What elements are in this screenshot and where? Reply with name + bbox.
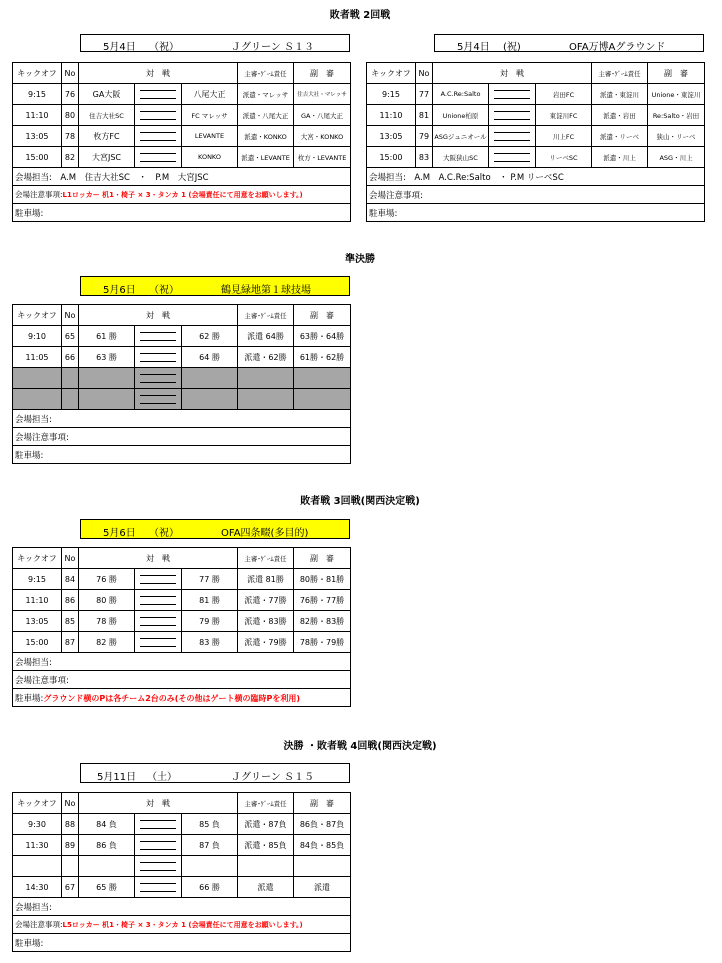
kickoff-time: 13:05 — [13, 611, 62, 632]
versus-mark — [135, 326, 182, 347]
header-kickoff: キックオフ — [367, 63, 416, 84]
empty-row — [13, 856, 351, 877]
parking: 駐車場: — [13, 934, 351, 952]
date-box — [80, 276, 350, 296]
versus-mark — [489, 105, 536, 126]
chief-referee: 派遣・83勝 — [238, 611, 294, 632]
versus-mark — [135, 389, 182, 410]
venue-notes — [13, 186, 351, 204]
assistant-referee: 76勝・77勝 — [294, 590, 351, 611]
header-chief: 主審･ｹﾞｰﾑ責任 — [238, 793, 294, 814]
venue-notes-value: L1ロッカー 机1・椅子 × 3・タンカ 1 (会場責任にて用意をお願いします。) — [62, 191, 303, 199]
chief-referee: 派遣・87負 — [238, 814, 294, 835]
kickoff-time: 13:05 — [367, 126, 416, 147]
versus-mark — [135, 877, 182, 898]
venue: OFA四条畷(多目的) — [221, 528, 309, 539]
venue: Ｊグリーン Ｓ１３ — [231, 42, 314, 53]
assistant-referee: GA・八尾大正 — [294, 105, 351, 126]
chief-referee: 派遣・八尾大正 — [238, 105, 294, 126]
home-team: 61 勝 — [79, 326, 135, 347]
schedule-table-final — [12, 792, 351, 952]
away-team: 87 負 — [182, 835, 238, 856]
venue: OFA万博Aグラウンド — [569, 42, 666, 53]
kickoff-time: 11:10 — [13, 105, 62, 126]
table-row — [13, 126, 351, 147]
table-header — [13, 793, 351, 814]
venue-manager: 会場担当: A.M 住吉大社SC ・ P.M 大宮JSC — [13, 168, 351, 186]
table-row — [13, 326, 351, 347]
header-chief: 主審･ｹﾞｰﾑ責任 — [238, 548, 294, 569]
schedule-table-semifinal — [12, 304, 351, 464]
kickoff-time: 14:30 — [13, 877, 62, 898]
header-no: No — [62, 548, 79, 569]
assistant-referee: 派遣 — [294, 877, 351, 898]
match-no: 86 — [62, 590, 79, 611]
table-header — [13, 305, 351, 326]
kickoff-time: 11:10 — [367, 105, 416, 126]
chief-referee: 派遣・KONKO — [238, 126, 294, 147]
date-box — [80, 519, 350, 539]
parking: 駐車場: — [13, 446, 351, 464]
match-no: 82 — [62, 147, 79, 168]
versus-mark — [135, 835, 182, 856]
header-match: 対 戦 — [79, 793, 238, 814]
chief-referee: 派遣・岩田 — [592, 105, 648, 126]
assistant-referee: 82勝・83勝 — [294, 611, 351, 632]
assistant-referee: 住吉大社・マレッサ — [294, 84, 351, 105]
venue-notes-value: L5ロッカー 机1・椅子 × 3・タンカ 1 (会場責任にて用意をお願いします。) — [62, 921, 303, 929]
away-team: 64 勝 — [182, 347, 238, 368]
table-row — [367, 147, 705, 168]
away-team: 62 勝 — [182, 326, 238, 347]
home-team: GA大阪 — [79, 84, 135, 105]
venue-manager: 会場担当: — [13, 653, 351, 671]
parking: 駐車場: — [13, 204, 351, 222]
chief-referee: 派遣・77勝 — [238, 590, 294, 611]
versus-mark — [135, 569, 182, 590]
header-kickoff: キックオフ — [13, 63, 62, 84]
away-team: LEVANTE — [182, 126, 238, 147]
header-kickoff: キックオフ — [13, 548, 62, 569]
assistant-referee: 80勝・81勝 — [294, 569, 351, 590]
header-assistant: 副 審 — [294, 548, 351, 569]
home-team: 84 負 — [79, 814, 135, 835]
away-team: 85 負 — [182, 814, 238, 835]
holiday-mark: (祝) — [503, 42, 521, 53]
match-no: 83 — [416, 147, 433, 168]
header-kickoff: キックオフ — [13, 793, 62, 814]
table-row — [13, 147, 351, 168]
schedule-table-loser-round3 — [12, 547, 351, 707]
versus-mark — [135, 856, 182, 877]
away-team: 81 勝 — [182, 590, 238, 611]
empty-row — [13, 389, 351, 410]
schedule-table-right — [366, 62, 705, 222]
versus-mark — [135, 105, 182, 126]
match-no: 85 — [62, 611, 79, 632]
kickoff-time: 15:00 — [367, 147, 416, 168]
date-box-right — [434, 34, 704, 52]
away-team: KONKO — [182, 147, 238, 168]
date: 5月4日 — [457, 42, 490, 53]
table-header — [13, 63, 351, 84]
header-match: 対 戦 — [79, 305, 238, 326]
date: 5月11日 — [97, 772, 137, 783]
versus-mark — [135, 368, 182, 389]
versus-mark — [489, 147, 536, 168]
away-team: 岩田FC — [536, 84, 592, 105]
table-row — [367, 105, 705, 126]
table-row — [13, 590, 351, 611]
table-row — [13, 814, 351, 835]
venue-notes — [13, 916, 351, 934]
parking-value: グラウンド横のPは各チーム2台のみ(その他はゲート横の臨時Pを利用) — [43, 693, 300, 703]
kickoff-time: 11:10 — [13, 590, 62, 611]
versus-mark — [135, 84, 182, 105]
match-no: 89 — [62, 835, 79, 856]
assistant-referee: 61勝・62勝 — [294, 347, 351, 368]
chief-referee: 派遣・川上 — [592, 147, 648, 168]
kickoff-time: 9:15 — [367, 84, 416, 105]
assistant-referee: 63勝・64勝 — [294, 326, 351, 347]
section-title-final: 決勝 ・敗者戦 4回戦(関西決定戦) — [283, 741, 437, 752]
home-team: 82 勝 — [79, 632, 135, 653]
header-match: 対 戦 — [79, 63, 238, 84]
chief-referee: 派遣・リーベ — [592, 126, 648, 147]
header-match: 対 戦 — [433, 63, 592, 84]
chief-referee: 派遣・62勝 — [238, 347, 294, 368]
venue-notes-label: 会場注意事項: — [15, 190, 63, 199]
kickoff-time: 9:15 — [13, 84, 62, 105]
header-no: No — [62, 305, 79, 326]
section-title-loser-round2: 敗者戦 2回戦 — [329, 10, 391, 21]
section-title-loser-round3: 敗者戦 3回戦(関西決定戦) — [300, 496, 420, 507]
versus-mark — [489, 126, 536, 147]
date: 5月4日 — [103, 42, 136, 53]
assistant-referee: ASG・川上 — [648, 147, 705, 168]
header-no: No — [416, 63, 433, 84]
venue: 鶴見緑地第１球技場 — [221, 285, 311, 296]
versus-mark — [135, 632, 182, 653]
match-no: 88 — [62, 814, 79, 835]
match-no: 80 — [62, 105, 79, 126]
match-no: 78 — [62, 126, 79, 147]
versus-mark — [135, 147, 182, 168]
table-row-final — [13, 877, 351, 898]
assistant-referee: 大宮・KONKO — [294, 126, 351, 147]
match-no: 67 — [62, 877, 79, 898]
assistant-referee: Unione・東淀川 — [648, 84, 705, 105]
schedule-table-left — [12, 62, 351, 222]
header-assistant: 副 審 — [294, 63, 351, 84]
header-chief: 主審･ｹﾞｰﾑ責任 — [238, 305, 294, 326]
table-row — [13, 611, 351, 632]
table-row — [367, 126, 705, 147]
home-team: 65 勝 — [79, 877, 135, 898]
kickoff-time: 9:15 — [13, 569, 62, 590]
holiday-mark: （祝） — [149, 528, 179, 539]
versus-mark — [135, 814, 182, 835]
empty-row — [13, 368, 351, 389]
assistant-referee: 86負・87負 — [294, 814, 351, 835]
match-no: 65 — [62, 326, 79, 347]
chief-referee: 派遣 64勝 — [238, 326, 294, 347]
home-team: Unione柏原 — [433, 105, 489, 126]
match-no: 76 — [62, 84, 79, 105]
away-team: 66 勝 — [182, 877, 238, 898]
header-assistant: 副 審 — [294, 793, 351, 814]
away-team: 東淀川FC — [536, 105, 592, 126]
kickoff-time: 11:05 — [13, 347, 62, 368]
table-row — [13, 632, 351, 653]
assistant-referee: 枚方・LEVANTE — [294, 147, 351, 168]
parking — [13, 689, 351, 707]
header-assistant: 副 審 — [648, 63, 705, 84]
header-kickoff: キックオフ — [13, 305, 62, 326]
kickoff-time: 15:00 — [13, 147, 62, 168]
table-header — [367, 63, 705, 84]
home-team: 86 負 — [79, 835, 135, 856]
match-no: 79 — [416, 126, 433, 147]
chief-referee: 派遣・LEVANTE — [238, 147, 294, 168]
table-header — [13, 548, 351, 569]
table-row — [367, 84, 705, 105]
versus-mark — [135, 347, 182, 368]
home-team: 住吉大社SC — [79, 105, 135, 126]
versus-mark — [135, 590, 182, 611]
versus-mark — [135, 126, 182, 147]
away-team: 83 勝 — [182, 632, 238, 653]
chief-referee: 派遣・85負 — [238, 835, 294, 856]
chief-referee: 派遣 81勝 — [238, 569, 294, 590]
match-no: 87 — [62, 632, 79, 653]
home-team: 63 勝 — [79, 347, 135, 368]
kickoff-time: 13:05 — [13, 126, 62, 147]
match-no: 66 — [62, 347, 79, 368]
holiday-mark: （祝） — [149, 285, 179, 296]
table-row — [13, 569, 351, 590]
parking-label: 駐車場: — [15, 693, 44, 704]
versus-mark — [135, 611, 182, 632]
header-no: No — [62, 793, 79, 814]
venue-notes: 会場注意事項: — [13, 671, 351, 689]
venue-manager: 会場担当: A.M A.C.Re:Salto ・ P.M リーベSC — [367, 168, 705, 186]
chief-referee: 派遣・79勝 — [238, 632, 294, 653]
kickoff-time: 11:30 — [13, 835, 62, 856]
table-row — [13, 84, 351, 105]
away-team: 八尾大正 — [182, 84, 238, 105]
date: 5月6日 — [103, 285, 136, 296]
venue: Ｊグリーン Ｓ１５ — [231, 772, 314, 783]
table-row — [13, 835, 351, 856]
assistant-referee: Re:Salto・岩田 — [648, 105, 705, 126]
home-team: A.C.Re:Salto — [433, 84, 489, 105]
kickoff-time: 15:00 — [13, 632, 62, 653]
holiday-mark: （土） — [147, 772, 177, 783]
date-box — [80, 763, 350, 783]
home-team: 78 勝 — [79, 611, 135, 632]
home-team: 80 勝 — [79, 590, 135, 611]
venue-manager: 会場担当: — [13, 898, 351, 916]
kickoff-time: 9:30 — [13, 814, 62, 835]
versus-mark — [489, 84, 536, 105]
holiday-mark: （祝） — [149, 42, 179, 53]
away-team: 79 勝 — [182, 611, 238, 632]
home-team: 大阪狭山SC — [433, 147, 489, 168]
venue-notes-label: 会場注意事項: — [15, 920, 63, 929]
match-no: 77 — [416, 84, 433, 105]
chief-referee: 派遣・東淀川 — [592, 84, 648, 105]
assistant-referee: 狭山・リーベ — [648, 126, 705, 147]
away-team: FC マレッサ — [182, 105, 238, 126]
date-box-left — [80, 34, 350, 52]
away-team: リーベSC — [536, 147, 592, 168]
venue-notes: 会場注意事項: — [367, 186, 705, 204]
chief-referee: 派遣・マレッサ — [238, 84, 294, 105]
match-no: 81 — [416, 105, 433, 126]
away-team: 77 勝 — [182, 569, 238, 590]
home-team: 大宮JSC — [79, 147, 135, 168]
away-team: 川上FC — [536, 126, 592, 147]
kickoff-time: 9:10 — [13, 326, 62, 347]
assistant-referee: 78勝・79勝 — [294, 632, 351, 653]
header-assistant: 副 審 — [294, 305, 351, 326]
section-title-semifinal: 準決勝 — [345, 254, 375, 265]
table-row — [13, 105, 351, 126]
parking: 駐車場: — [367, 204, 705, 222]
assistant-referee: 84負・85負 — [294, 835, 351, 856]
home-team: 76 勝 — [79, 569, 135, 590]
venue-manager: 会場担当: — [13, 410, 351, 428]
date: 5月6日 — [103, 528, 136, 539]
chief-referee: 派遣 — [238, 877, 294, 898]
venue-notes: 会場注意事項: — [13, 428, 351, 446]
table-row — [13, 347, 351, 368]
home-team: ASGジュニオール — [433, 126, 489, 147]
header-chief: 主審･ｹﾞｰﾑ責任 — [592, 63, 648, 84]
header-chief: 主審･ｹﾞｰﾑ責任 — [238, 63, 294, 84]
header-match: 対 戦 — [79, 548, 238, 569]
match-no: 84 — [62, 569, 79, 590]
home-team: 枚方FC — [79, 126, 135, 147]
header-no: No — [62, 63, 79, 84]
